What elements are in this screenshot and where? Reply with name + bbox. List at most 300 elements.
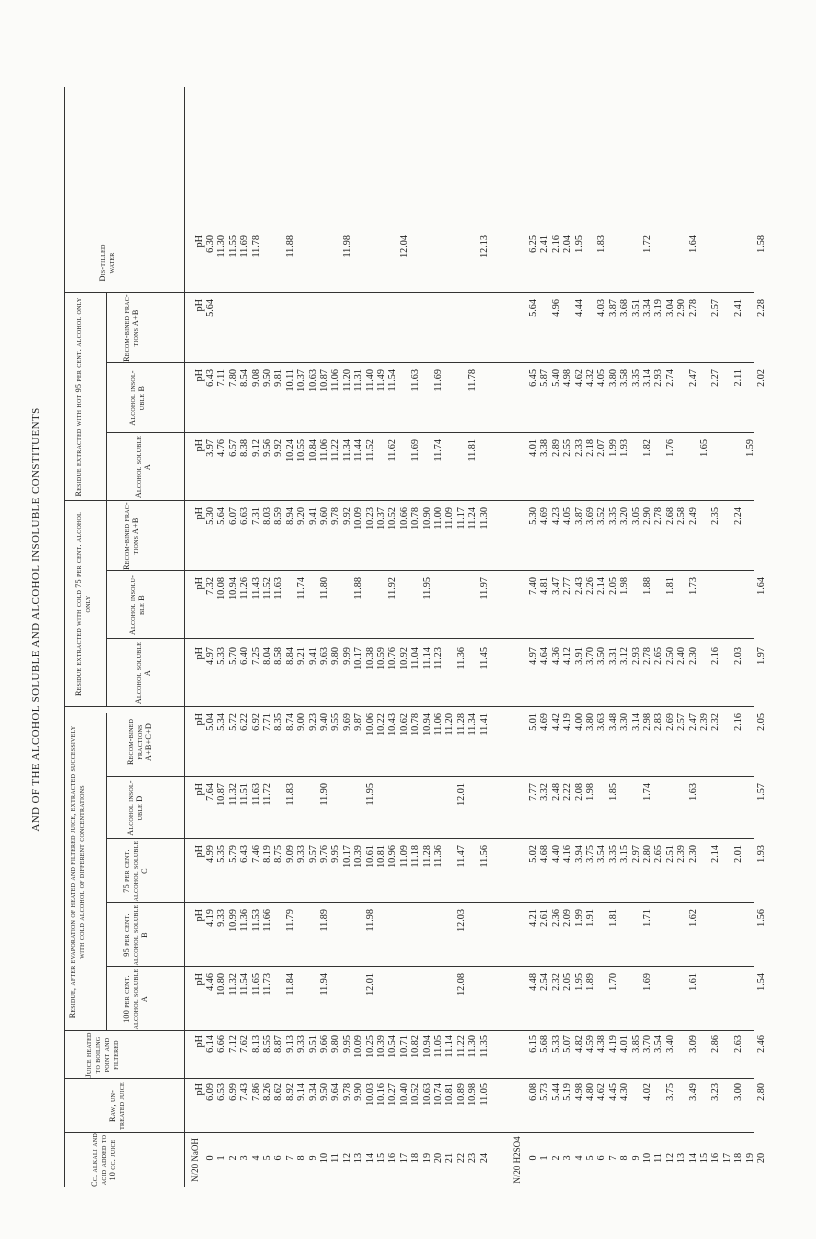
table-cell: 3.63: [596, 713, 608, 731]
table-cell: 10.27: [387, 1083, 399, 1106]
col-divider: [64, 500, 754, 501]
table-cell: 11.28: [455, 713, 467, 736]
table-cell: 9.50: [262, 369, 273, 387]
table-cell: 1.99: [573, 909, 585, 927]
table-cell: 10.94: [421, 1035, 433, 1058]
table-cell: 11.90: [319, 783, 330, 806]
row-label: 5: [262, 1155, 273, 1161]
table-cell: 9.21: [296, 647, 308, 665]
table-cell: 7.12: [227, 1035, 239, 1053]
table-cell: 10.63: [421, 1083, 433, 1106]
table-cell: 4.62: [573, 369, 585, 387]
row-label: 6: [596, 1155, 608, 1161]
table-cell: 2.90: [642, 507, 653, 525]
row-label: 0: [528, 1155, 539, 1161]
table-cell: 2.16: [710, 647, 722, 665]
table-cell: 6.57: [227, 439, 239, 457]
table-cell: 2.90: [676, 299, 688, 317]
table-cell: 8.87: [273, 1035, 285, 1053]
table-cell: 11.78: [250, 235, 262, 258]
table-cell: 5.87: [539, 369, 551, 387]
table-cell: 1.95: [573, 235, 585, 253]
table-cell: 11.34: [341, 439, 353, 462]
table-cell: 10.76: [387, 647, 399, 670]
table-cell: 10.94: [421, 713, 433, 736]
table-cell: 3.80: [607, 369, 619, 387]
table-cell: 8.75: [273, 845, 285, 863]
table-cell: 2.36: [550, 909, 562, 927]
table-cell: 2.16: [733, 713, 745, 731]
table-cell: 3.75: [664, 1083, 676, 1101]
row-label: 14: [364, 1152, 376, 1164]
table-cell: 2.05: [562, 973, 574, 991]
table-cell: 2.55: [562, 439, 574, 457]
table-cell: 10.09: [353, 1035, 365, 1058]
table-cell: 1.88: [642, 577, 653, 595]
table-cell: 3.19: [653, 299, 665, 317]
table-cell: 9.99: [341, 647, 353, 665]
table-cell: 10.43: [387, 713, 399, 736]
table-cell: 10.39: [353, 845, 365, 868]
table-cell: 3.34: [642, 299, 653, 317]
table-cell: 9.51: [307, 1035, 319, 1053]
table-cell: 8.58: [273, 647, 285, 665]
table-cell: 8.94: [284, 507, 296, 525]
table-cell: 4.19: [562, 713, 574, 731]
table-cell: 1.81: [664, 577, 676, 595]
table-cell: 11.79: [284, 909, 296, 932]
table-cell: 9.20: [296, 507, 308, 525]
table-cell: 3.31: [607, 647, 619, 665]
section-label-acid: N/20 H2SO4: [512, 1136, 522, 1184]
table-cell: 2.89: [550, 439, 562, 457]
header-distilled-water: Dis-tilled water: [98, 244, 116, 282]
table-cell: 11.52: [364, 439, 376, 462]
table-cell: 1.99: [607, 439, 619, 457]
table-cell: 11.24: [467, 507, 479, 530]
table-cell: 4.21: [528, 909, 539, 927]
table-cell: 3.30: [619, 713, 631, 731]
table-cell: 11.31: [353, 369, 365, 392]
table-cell: 1.58: [756, 235, 767, 253]
table-cell: 9.95: [341, 1035, 353, 1053]
table-cell: 2.08: [573, 783, 585, 801]
table-cell: 6.53: [216, 1083, 228, 1101]
table-cell: 1.61: [687, 973, 699, 991]
row-label: 19: [744, 1152, 756, 1164]
table-cell: 12.01: [364, 973, 376, 996]
table-cell: 2.63: [733, 1035, 745, 1053]
table-cell: 2.24: [733, 507, 745, 525]
table-cell: 11.49: [376, 369, 387, 392]
table-cell: 4.98: [573, 1083, 585, 1101]
row-label: 12: [664, 1152, 676, 1164]
table-cell: 9.81: [273, 369, 285, 387]
table-cell: 11.83: [284, 783, 296, 806]
table-cell: 5.64: [528, 299, 539, 317]
table-cell: 3.54: [653, 1035, 665, 1053]
table-cell: 10.63: [307, 369, 319, 392]
table-cell: 11.43: [250, 577, 262, 600]
table-cell: 10.08: [216, 577, 228, 600]
ph-unit-label: pH: [193, 845, 205, 858]
table-cell: 9.57: [307, 845, 319, 863]
table-cell: 10.92: [398, 647, 410, 670]
table-cell: 4.68: [539, 845, 551, 863]
table-cell: 11.98: [364, 909, 376, 932]
ph-unit-label: pH: [193, 299, 205, 312]
table-cell: 5.40: [550, 369, 562, 387]
table-cell: 3.09: [687, 1035, 699, 1053]
table-cell: 11.66: [262, 909, 273, 932]
table-cell: 3.38: [539, 439, 551, 457]
ph-unit-label: pH: [193, 439, 205, 452]
table-cell: 11.32: [227, 973, 239, 996]
table-cell: 11.14: [444, 1035, 456, 1058]
group2-rule: [106, 501, 107, 707]
table-cell: 6.63: [239, 507, 251, 525]
ph-unit-label: pH: [193, 783, 205, 796]
table-cell: 2.93: [630, 647, 642, 665]
table-cell: 11.28: [421, 845, 433, 868]
row-label: 20: [756, 1152, 767, 1164]
table-cell: 3.85: [630, 1035, 642, 1053]
table-cell: 4.00: [573, 713, 585, 731]
row-label: 17: [398, 1152, 410, 1164]
table-cell: 5.79: [227, 845, 239, 863]
header-raw-juice: Raw, un-treated juice: [108, 1082, 126, 1130]
table-cell: 6.66: [216, 1035, 228, 1053]
table-cell: 2.68: [664, 507, 676, 525]
row-label: 0: [205, 1155, 216, 1161]
table-cell: 11.74: [433, 439, 444, 462]
table-cell: 3.94: [573, 845, 585, 863]
table-cell: 11.65: [250, 973, 262, 996]
table-cell: 3.20: [619, 507, 631, 525]
table-cell: 11.41: [478, 713, 490, 736]
table-cell: 10.89: [455, 1083, 467, 1106]
table-cell: 2.97: [630, 845, 642, 863]
table-cell: 11.05: [433, 1035, 444, 1058]
table-cell: 8.19: [262, 845, 273, 863]
table-cell: 5.19: [562, 1083, 574, 1101]
table-cell: 1.72: [642, 235, 653, 253]
table-cell: 11.62: [387, 439, 399, 462]
table-cell: 9.41: [307, 507, 319, 525]
table-cell: 5.64: [216, 507, 228, 525]
header-100-soluble: 100 per cent. alcohol soluble A: [122, 968, 149, 1030]
header-insoluble-d: Alcohol insol-uble D: [126, 780, 144, 836]
table-cell: 1.56: [756, 909, 767, 927]
table-cell: 2.78: [642, 647, 653, 665]
table-cell: 9.33: [296, 1035, 308, 1053]
table-cell: 5.02: [528, 845, 539, 863]
table-cell: 1.70: [607, 973, 619, 991]
table-cell: 10.96: [387, 845, 399, 868]
table-cell: 1.71: [642, 909, 653, 927]
table-cell: 4.69: [539, 507, 551, 525]
table-cell: 2.48: [550, 783, 562, 801]
table-cell: 12.04: [398, 235, 410, 258]
table-cell: 2.74: [664, 369, 676, 387]
table-cell: 2.51: [664, 845, 676, 863]
table-cell: 10.66: [398, 507, 410, 530]
table-cell: 3.54: [596, 845, 608, 863]
table-cell: 8.03: [262, 507, 273, 525]
table-cell: 4.38: [596, 1035, 608, 1053]
table-cell: 3.70: [642, 1035, 653, 1053]
row-label: 4: [250, 1155, 262, 1161]
row-label: 16: [710, 1152, 722, 1164]
table-cell: 11.06: [330, 369, 342, 392]
table-cell: 2.77: [562, 577, 574, 595]
table-cell: 9.95: [330, 845, 342, 863]
table-cell: 10.40: [398, 1083, 410, 1106]
table-cell: 5.64: [205, 299, 216, 317]
table-cell: 8.55: [262, 1035, 273, 1053]
table-cell: 10.59: [376, 647, 387, 670]
table-cell: 4.19: [607, 1035, 619, 1053]
table-cell: 6.45: [528, 369, 539, 387]
table-cell: 10.82: [410, 1035, 422, 1058]
table-cell: 2.80: [642, 845, 653, 863]
table-cell: 6.14: [205, 1035, 216, 1053]
table-cell: 3.80: [585, 713, 596, 731]
table-cell: 2.65: [653, 845, 665, 863]
ph-unit-label: pH: [193, 1035, 205, 1048]
table-cell: 11.54: [387, 369, 399, 392]
table-cell: 9.76: [319, 845, 330, 863]
table-cell: 10.54: [387, 1035, 399, 1058]
table-cell: 1.82: [642, 439, 653, 457]
row-label: 18: [410, 1152, 422, 1164]
table-cell: 9.23: [307, 713, 319, 731]
table-cell: 10.87: [319, 369, 330, 392]
table-cell: 4.23: [550, 507, 562, 525]
table-cell: 2.03: [733, 647, 745, 665]
header-cold-recombined: Recom-bined frac-tions A+B: [122, 502, 140, 570]
table-cell: 11.34: [467, 713, 479, 736]
table-cell: 3.87: [607, 299, 619, 317]
table-cell: 7.11: [216, 369, 228, 387]
group3-rule: [106, 293, 107, 501]
table-cell: 3.50: [596, 647, 608, 665]
table-cell: 9.66: [319, 1035, 330, 1053]
table-cell: 3.87: [573, 507, 585, 525]
table-cell: 1.91: [585, 909, 596, 927]
table-cell: 4.98: [562, 369, 574, 387]
table-cell: 3.49: [687, 1083, 699, 1101]
table-cell: 3.23: [710, 1083, 722, 1101]
table-cell: 11.88: [353, 577, 365, 600]
table-cell: 2.09: [562, 909, 574, 927]
table-cell: 9.33: [296, 845, 308, 863]
table-cell: 2.78: [653, 507, 665, 525]
table-cell: 11.23: [433, 647, 444, 670]
table-cell: 8.38: [239, 439, 251, 457]
table-cell: 5.35: [216, 845, 228, 863]
row-label: 2: [227, 1155, 239, 1161]
table-cell: 2.65: [653, 647, 665, 665]
table-cell: 5.70: [227, 647, 239, 665]
row-label: 7: [284, 1155, 296, 1161]
table-cell: 8.84: [284, 647, 296, 665]
row-labels: [190, 1133, 767, 1187]
row-label: 24: [478, 1152, 490, 1164]
row-label: 12: [341, 1152, 353, 1164]
table-cell: 3.04: [664, 299, 676, 317]
table-cell: 9.00: [296, 713, 308, 731]
row-label: 14: [687, 1152, 699, 1164]
table-cell: 7.77: [528, 783, 539, 801]
table-cell: 5.34: [216, 713, 228, 731]
table-cell: 2.83: [653, 713, 665, 731]
table-cell: 1.98: [585, 783, 596, 801]
row-label: 9: [630, 1155, 642, 1161]
table-cell: 11.00: [433, 507, 444, 530]
table-cell: 2.04: [562, 235, 574, 253]
table-cell: 4.64: [539, 647, 551, 665]
table-cell: 9.56: [262, 439, 273, 457]
table-cell: 2.32: [710, 713, 722, 731]
table-cell: 4.12: [562, 647, 574, 665]
table-cell: 6.30: [205, 235, 216, 253]
table-cell: 3.32: [539, 783, 551, 801]
header-cold-soluble: Alcohol soluble A: [134, 641, 152, 705]
row-label: 23: [467, 1152, 479, 1164]
table-cell: 2.22: [562, 783, 574, 801]
table-cell: 11.56: [478, 845, 490, 868]
table-cell: 4.36: [550, 647, 562, 665]
table-cell: 1.97: [756, 647, 767, 665]
table-cell: 2.57: [676, 713, 688, 731]
table-cell: 3.40: [664, 1035, 676, 1053]
table-cell: 7.62: [239, 1035, 251, 1053]
table-cell: 11.30: [216, 235, 228, 258]
table-cell: 10.38: [364, 647, 376, 670]
table-cell: 11.05: [478, 1083, 490, 1106]
table-cell: 7.40: [528, 577, 539, 595]
table-cell: 2.86: [710, 1035, 722, 1053]
table-cell: 10.80: [216, 973, 228, 996]
table-cell: 10.98: [467, 1083, 479, 1106]
table-cell: 4.40: [550, 845, 562, 863]
table-cell: 11.63: [273, 577, 285, 600]
table-cell: 10.09: [353, 507, 365, 530]
table-cell: 2.18: [585, 439, 596, 457]
table-cell: 3.35: [607, 507, 619, 525]
row-label: 4: [573, 1155, 585, 1161]
header-hot-recombined: Recom-bined frac-tions A+B: [122, 294, 140, 362]
table-cell: 11.54: [239, 973, 251, 996]
table-cell: 4.19: [205, 909, 216, 927]
table-cell: 8.74: [284, 713, 296, 731]
table-cell: 11.92: [387, 577, 399, 600]
table-cell: 10.52: [387, 507, 399, 530]
col-divider: [106, 638, 754, 639]
table-cell: 5.33: [216, 647, 228, 665]
table-cell: 1.76: [664, 439, 676, 457]
table-cell: 4.32: [585, 369, 596, 387]
table-cell: 3.75: [585, 845, 596, 863]
table-cell: 11.78: [467, 369, 479, 392]
table-cell: 2.27: [710, 369, 722, 387]
col-divider: [106, 432, 754, 433]
table-cell: 10.61: [364, 845, 376, 868]
ph-unit-label: pH: [193, 577, 205, 590]
table-cell: 11.88: [284, 235, 296, 258]
table-cell: 3.52: [596, 507, 608, 525]
table-cell: 1.64: [756, 577, 767, 595]
header-bottom-rule: [184, 87, 185, 1187]
table-cell: 1.93: [619, 439, 631, 457]
table-cell: 2.26: [585, 577, 596, 595]
table-cell: 2.39: [699, 713, 710, 731]
ph-unit-label: pH: [193, 235, 205, 248]
table-cell: 11.09: [444, 507, 456, 530]
table-cell: 2.33: [573, 439, 585, 457]
row-label: 18: [733, 1152, 745, 1164]
table-cell: 7.86: [250, 1083, 262, 1101]
row-label: 2: [550, 1155, 562, 1161]
table-cell: 11.17: [455, 507, 467, 530]
table-cell: 8.54: [239, 369, 251, 387]
table-cell: 10.52: [410, 1083, 422, 1106]
table-cell: 1.57: [756, 783, 767, 801]
table-cell: 10.78: [410, 713, 422, 736]
table-cell: 11.32: [227, 783, 239, 806]
row-label: 8: [619, 1155, 631, 1161]
table-cell: 3.35: [607, 845, 619, 863]
table-cell: 7.32: [205, 577, 216, 595]
table-cell: 5.73: [539, 1083, 551, 1101]
header-75-soluble: 75 per cent. alcohol soluble C: [122, 840, 149, 902]
table-cell: 1.98: [619, 577, 631, 595]
table-cell: 3.47: [550, 577, 562, 595]
table-cell: 4.30: [619, 1083, 631, 1101]
table-cell: 1.54: [756, 973, 767, 991]
table-cell: 7.71: [262, 713, 273, 731]
table-cell: 11.40: [364, 369, 376, 392]
header-recombined-abcd: Recom-bined fractions A+B+C+D: [126, 718, 153, 766]
table-cell: 10.78: [410, 507, 422, 530]
table-cell: 10.81: [444, 1083, 456, 1106]
table-cell: 7.25: [250, 647, 262, 665]
table-cell: 2.47: [687, 713, 699, 731]
table-cell: 1.93: [756, 845, 767, 863]
table-cell: 4.05: [562, 507, 574, 525]
table-cell: 8.62: [273, 1083, 285, 1101]
table-cell: 10.87: [216, 783, 228, 806]
table-cell: 2.41: [733, 299, 745, 317]
table-cell: 4.01: [619, 1035, 631, 1053]
table-cell: 2.69: [664, 713, 676, 731]
table-cell: 10.90: [421, 507, 433, 530]
row-label: 7: [607, 1155, 619, 1161]
table-cell: 1.74: [642, 783, 653, 801]
table-cell: 11.36: [455, 647, 467, 670]
table-cell: 11.95: [364, 783, 376, 806]
col-divider: [64, 292, 754, 293]
row-label: 1: [216, 1155, 228, 1161]
col-divider: [64, 706, 754, 707]
table-cell: 2.07: [596, 439, 608, 457]
table-cell: 12.08: [455, 973, 467, 996]
group-header-hot-95: Residue extracted with hot 95 per cent. alcohol only: [74, 297, 83, 497]
table-cell: 2.32: [550, 973, 562, 991]
header-heated-juice: Juice heated to boiling point and filtered: [84, 1032, 120, 1078]
table-cell: 2.49: [687, 507, 699, 525]
